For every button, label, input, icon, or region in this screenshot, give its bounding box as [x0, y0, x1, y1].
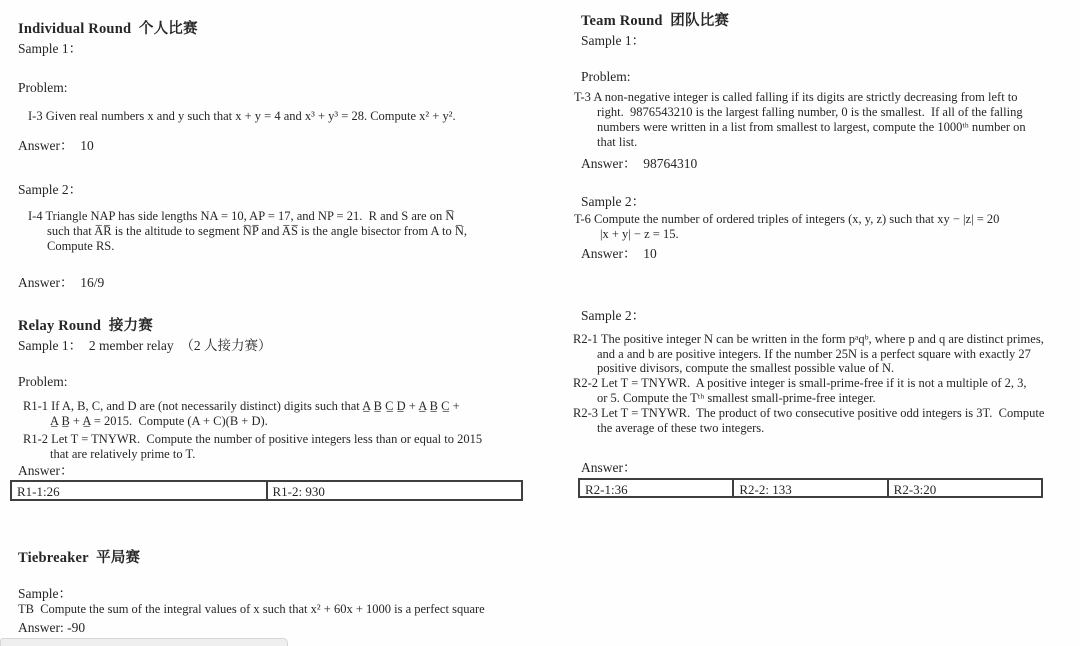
- relay2-answer-table: [578, 478, 1043, 498]
- problem-r22-line: R2-2 Let T = TNYWR. A positive integer is small-prime-free if it is not a multiple of 2, 3,: [573, 376, 1027, 390]
- answer-cell-r1-2: R1-2: 930: [266, 482, 522, 499]
- problem-t3-line: right. 9876543210 is the largest falling number, 0 is the smallest. If all of the falling: [597, 105, 1023, 119]
- individual-sample1-label: Sample 1：: [18, 41, 83, 56]
- answer-cell-r2-1: R2-1:36: [585, 482, 628, 496]
- problem-t3-line: that list.: [597, 135, 638, 149]
- problem-r21-line: and a and b are positive integers. If the number 25N is a perfect square with exactly 27: [597, 347, 1031, 361]
- right-page: [540, 0, 1080, 646]
- problem-r23-line: the average of these two integers.: [597, 421, 765, 435]
- relay1-answer-table: [10, 480, 523, 501]
- team-round-title: Team Round 团队比赛: [581, 13, 730, 29]
- problem-i4-line: Compute RS.: [47, 239, 115, 253]
- problem-label: Problem:: [18, 374, 68, 389]
- team-sample1-label: Sample 1：: [581, 33, 646, 48]
- problem-t3-line: numbers were written in a list from smallest to largest, compute the 1000ᵗʰ number on: [597, 120, 1026, 134]
- problem-r21-line: R2-1 The positive integer N can be written in the form pᵃqᵇ, where p and q are distinct primes,: [573, 332, 1044, 346]
- answer-cell-r2-2: R2-2: 133: [732, 480, 886, 496]
- tiebreaker-sample-label: Sample：: [18, 586, 72, 601]
- answer-cell-r2-3: R2-3:20: [887, 480, 1041, 496]
- individual-sample2-label: Sample 2：: [18, 182, 83, 197]
- answer-cell-r1-1: R1-1:26: [17, 484, 60, 499]
- problem-tb-line: TB Compute the sum of the integral values of x such that x² + 60x + 1000 is a perfect square: [18, 602, 485, 616]
- relay-round-title: Relay Round 接力赛: [18, 318, 153, 334]
- problem-i4-line: I-4 Triangle NAP has side lengths NA = 10, AP = 17, and NP = 21. R and S are on N̅: [28, 209, 455, 223]
- problem-t6-line: T-6 Compute the number of ordered triples of integers (x, y, z) such that xy − |z| = 20: [574, 212, 1000, 226]
- tiebreaker-title: Tiebreaker 平局赛: [18, 550, 141, 566]
- problem-i4-line: such that A̅R̅ is the altitude to segment N̅P̅ and A̅S̅ is the angle bisector from A to N̅,: [47, 224, 467, 238]
- individual-round-title: Individual Round 个人比赛: [18, 21, 198, 37]
- problem-r12-line: that are relatively prime to T.: [50, 447, 196, 461]
- problem-r11-line: A̲ B̲ + A̲ = 2015. Compute (A + C)(B + D).: [50, 414, 268, 428]
- problem-r11-line: R1-1 If A, B, C, and D are (not necessarily distinct) digits such that A̲ B̲ C̲ D̲ + A̲ B̲ C̲ +: [23, 399, 460, 413]
- bottom-window-edge: [0, 638, 288, 646]
- problem-label: Problem:: [18, 80, 68, 95]
- answer-i3: Answer： 10: [18, 138, 94, 153]
- problem-r22-line: or 5. Compute the Tᵗʰ smallest small-prime-free integer.: [597, 391, 876, 405]
- problem-r21-line: positive divisors, compute the smallest possible value of N.: [597, 361, 895, 375]
- problem-label: Problem:: [581, 69, 631, 84]
- answer-i4: Answer： 16/9: [18, 275, 105, 290]
- problem-t6-line: |x + y| − z = 15.: [600, 227, 679, 241]
- answer-t6: Answer： 10: [581, 246, 657, 261]
- relay2-answer-label: Answer：: [581, 460, 637, 475]
- relay-answer-label: Answer：: [18, 463, 74, 478]
- answer-tb: Answer: -90: [18, 620, 86, 635]
- relay-sample2-label: Sample 2：: [581, 308, 646, 323]
- team-sample2-label: Sample 2：: [581, 194, 646, 209]
- problem-i3-line: I-3 Given real numbers x and y such that x + y = 4 and x³ + y³ = 28. Compute x² + y².: [28, 109, 456, 123]
- relay-sample1-label: Sample 1： 2 member relay （2 人接力赛）: [18, 338, 272, 353]
- problem-r23-line: R2-3 Let T = TNYWR. The product of two consecutive positive odd integers is 3T. Compute: [573, 406, 1045, 420]
- problem-r12-line: R1-2 Let T = TNYWR. Compute the number of positive integers less than or equal to 2015: [23, 432, 483, 446]
- answer-t3: Answer： 98764310: [581, 156, 698, 171]
- problem-t3-line: T-3 A non-negative integer is called falling if its digits are strictly decreasing from left to: [574, 90, 1018, 104]
